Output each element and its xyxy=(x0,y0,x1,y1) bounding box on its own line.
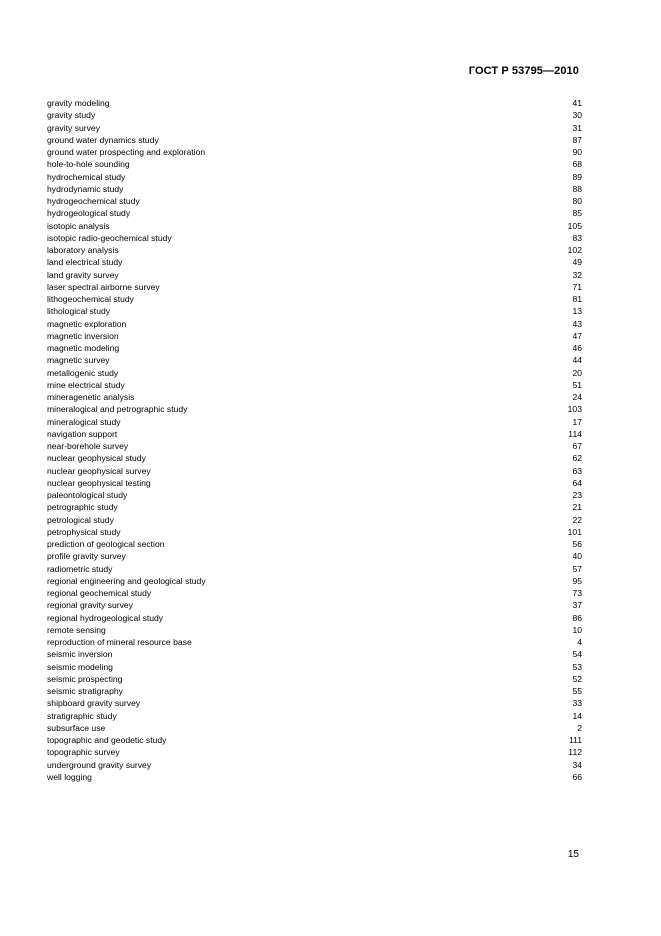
index-page-ref: 95 xyxy=(572,575,582,586)
index-term: regional geochemical study xyxy=(47,588,152,598)
index-entry xyxy=(47,526,582,538)
index-page-ref: 83 xyxy=(572,232,582,243)
index-entry xyxy=(47,318,582,330)
index-entry xyxy=(47,648,582,660)
index-entry xyxy=(47,673,582,685)
index-page-ref: 56 xyxy=(572,539,582,549)
index-term: subsurface use xyxy=(47,722,106,733)
index-page-ref: 64 xyxy=(572,477,582,488)
index-entry xyxy=(47,354,582,366)
index-page-ref: 105 xyxy=(567,220,582,231)
index-entry xyxy=(47,171,582,183)
index-page-ref: 4 xyxy=(577,637,582,647)
index-page-ref: 52 xyxy=(572,673,582,684)
index-page-ref: 30 xyxy=(572,110,582,121)
index-term: paleontological study xyxy=(47,490,128,500)
index-term: ground water dynamics study xyxy=(47,134,159,145)
index-entry xyxy=(47,759,582,771)
index-entry xyxy=(47,538,582,550)
index-entry xyxy=(47,489,582,501)
index-term: radiometric study xyxy=(47,563,113,574)
index-page-ref: 46 xyxy=(572,343,582,353)
index-term: hydrogeological study xyxy=(47,208,131,219)
index-term: hydrogeochemical study xyxy=(47,196,140,206)
index-term: magnetic modeling xyxy=(47,343,120,353)
document-header-code: ГОСТ Р 53795—2010 xyxy=(468,65,579,77)
index-term: seismic stratigraphy xyxy=(47,686,123,696)
index-term: seismic modeling xyxy=(47,661,113,672)
index-entry xyxy=(47,416,582,428)
index-page-ref: 62 xyxy=(572,453,582,464)
index-page-ref: 101 xyxy=(567,526,582,537)
index-page-ref: 22 xyxy=(572,514,582,525)
index-entry xyxy=(47,183,582,195)
index-entry xyxy=(47,563,582,575)
index-term: nuclear geophysical study xyxy=(47,453,146,464)
index-term: magnetic inversion xyxy=(47,330,119,341)
index-page-ref: 51 xyxy=(572,379,582,390)
index-term: stratigraphic study xyxy=(47,710,117,721)
index-term: hydrodynamic study xyxy=(47,183,124,194)
index-entry xyxy=(47,465,582,477)
index-page-ref: 71 xyxy=(572,281,582,292)
index-term: isotopic radio-geochemical study xyxy=(47,232,172,243)
index-entry xyxy=(47,771,582,783)
index-entry xyxy=(47,722,582,734)
index-page-ref: 63 xyxy=(572,465,582,476)
index-term: nuclear geophysical survey xyxy=(47,465,151,476)
index-page-ref: 54 xyxy=(572,649,582,660)
index-entry xyxy=(47,269,582,281)
index-page-ref: 55 xyxy=(572,686,582,696)
index-page-ref: 40 xyxy=(572,551,582,562)
index-page-ref: 87 xyxy=(572,134,582,145)
index-entry xyxy=(47,244,582,256)
index-page-ref: 85 xyxy=(572,208,582,219)
index-page-ref: 103 xyxy=(567,404,582,415)
index-entry xyxy=(47,207,582,219)
index-term: mine electrical study xyxy=(47,379,125,390)
index-term: navigation support xyxy=(47,428,118,439)
index-entry xyxy=(47,281,582,293)
index-term: petrographic study xyxy=(47,502,118,513)
index-term: metallogenic study xyxy=(47,367,119,378)
index-entry xyxy=(47,624,582,636)
index-term: gravity study xyxy=(47,110,96,121)
index-page-ref: 41 xyxy=(572,98,582,108)
index-entry xyxy=(47,146,582,158)
index-entry xyxy=(47,599,582,611)
index-term: lithological study xyxy=(47,306,111,317)
index-term: underground gravity survey xyxy=(47,759,152,770)
index-page-ref: 89 xyxy=(572,171,582,182)
index-term: mineragenetic analysis xyxy=(47,392,135,402)
index-term: shipboard gravity survey xyxy=(47,698,141,709)
index-entry xyxy=(47,734,582,746)
index-entry xyxy=(47,514,582,526)
index-term: hydrochemical study xyxy=(47,171,126,182)
page-number: 15 xyxy=(567,849,579,860)
index-entry xyxy=(47,122,582,134)
index-term: nuclear geophysical testing xyxy=(47,477,151,488)
index-page-ref: 80 xyxy=(572,196,582,206)
index-entry xyxy=(47,330,582,342)
index-list xyxy=(47,97,582,783)
index-term: profile gravity survey xyxy=(47,551,126,562)
index-entry xyxy=(47,612,582,624)
index-page-ref: 17 xyxy=(572,416,582,427)
index-entry xyxy=(47,195,582,207)
index-entry xyxy=(47,685,582,697)
index-page-ref: 111 xyxy=(568,735,582,745)
index-entry xyxy=(47,232,582,244)
index-entry xyxy=(47,391,582,403)
index-term: topographic survey xyxy=(47,747,120,758)
index-page-ref: 31 xyxy=(572,122,582,133)
index-page-ref: 88 xyxy=(572,183,582,194)
index-entry xyxy=(47,379,582,391)
index-term: laboratory analysis xyxy=(47,245,119,255)
index-term: reproduction of mineral resource base xyxy=(47,637,192,647)
index-term: near-borehole survey xyxy=(47,441,129,451)
index-page-ref: 23 xyxy=(572,490,582,500)
index-entry xyxy=(47,661,582,673)
index-term: magnetic survey xyxy=(47,355,110,366)
index-entry xyxy=(47,97,582,109)
index-term: seismic inversion xyxy=(47,649,113,660)
index-page-ref: 14 xyxy=(572,710,582,721)
index-entry xyxy=(47,587,582,599)
index-page-ref: 32 xyxy=(572,269,582,280)
index-entry xyxy=(47,550,582,562)
index-term: regional gravity survey xyxy=(47,600,133,611)
index-page-ref: 81 xyxy=(572,294,582,304)
index-page-ref: 33 xyxy=(572,698,582,709)
index-page-ref: 37 xyxy=(572,600,582,611)
index-entry xyxy=(47,367,582,379)
index-term: lithogeochemical study xyxy=(47,294,134,304)
index-entry xyxy=(47,452,582,464)
index-term: mineralogical and petrographic study xyxy=(47,404,188,415)
index-term: gravity modeling xyxy=(47,98,110,108)
index-page-ref: 66 xyxy=(572,771,582,782)
index-page-ref: 2 xyxy=(577,722,582,733)
index-page-ref: 13 xyxy=(572,306,582,317)
index-entry xyxy=(47,501,582,513)
index-term: petrophysical study xyxy=(47,526,121,537)
index-page-ref: 114 xyxy=(568,428,582,439)
index-page-ref: 44 xyxy=(572,355,582,366)
index-page-ref: 86 xyxy=(572,612,582,623)
index-term: petrological study xyxy=(47,514,114,525)
index-entry xyxy=(47,403,582,415)
index-entry xyxy=(47,109,582,121)
index-entry xyxy=(47,256,582,268)
index-entry xyxy=(47,477,582,489)
index-entry xyxy=(47,710,582,722)
index-entry xyxy=(47,440,582,452)
index-term: mineralogical study xyxy=(47,416,121,427)
index-page-ref: 49 xyxy=(572,257,582,268)
index-term: well logging xyxy=(47,771,92,782)
index-entry xyxy=(47,305,582,317)
index-entry xyxy=(47,220,582,232)
index-term: seismic prospecting xyxy=(47,673,123,684)
index-page-ref: 57 xyxy=(572,563,582,574)
index-term: land electrical study xyxy=(47,257,123,268)
index-term: land gravity survey xyxy=(47,269,119,280)
index-entry xyxy=(47,746,582,758)
index-page-ref: 43 xyxy=(572,318,582,329)
index-page-ref: 90 xyxy=(572,147,582,157)
index-term: remote sensing xyxy=(47,624,106,635)
index-page-ref: 53 xyxy=(572,661,582,672)
index-page-ref: 67 xyxy=(572,441,582,451)
index-term: regional engineering and geological study xyxy=(47,575,206,586)
index-entry xyxy=(47,158,582,170)
index-term: gravity survey xyxy=(47,122,101,133)
index-entry xyxy=(47,575,582,587)
index-page-ref: 21 xyxy=(572,502,582,513)
index-page-ref: 47 xyxy=(572,330,582,341)
index-page-ref: 102 xyxy=(567,245,582,255)
index-entry xyxy=(47,342,582,354)
index-entry xyxy=(47,697,582,709)
index-term: topographic and geodetic study xyxy=(47,735,167,745)
index-entry xyxy=(47,293,582,305)
index-page-ref: 10 xyxy=(572,624,582,635)
index-page-ref: 20 xyxy=(572,367,582,378)
index-term: hole-to-hole sounding xyxy=(47,159,130,170)
index-term: magnetic exploration xyxy=(47,318,127,329)
index-page-ref: 73 xyxy=(572,588,582,598)
index-page-ref: 68 xyxy=(572,159,582,170)
index-term: laser spectral airborne survey xyxy=(47,281,160,292)
index-entry xyxy=(47,134,582,146)
index-page-ref: 24 xyxy=(572,392,582,402)
index-term: prediction of geological section xyxy=(47,539,165,549)
index-page-ref: 34 xyxy=(572,759,582,770)
index-entry xyxy=(47,428,582,440)
index-entry xyxy=(47,636,582,648)
index-term: isotopic analysis xyxy=(47,220,110,231)
index-term: regional hydrogeological study xyxy=(47,612,164,623)
index-page-ref: 112 xyxy=(568,747,582,758)
index-term: ground water prospecting and exploration xyxy=(47,147,206,157)
